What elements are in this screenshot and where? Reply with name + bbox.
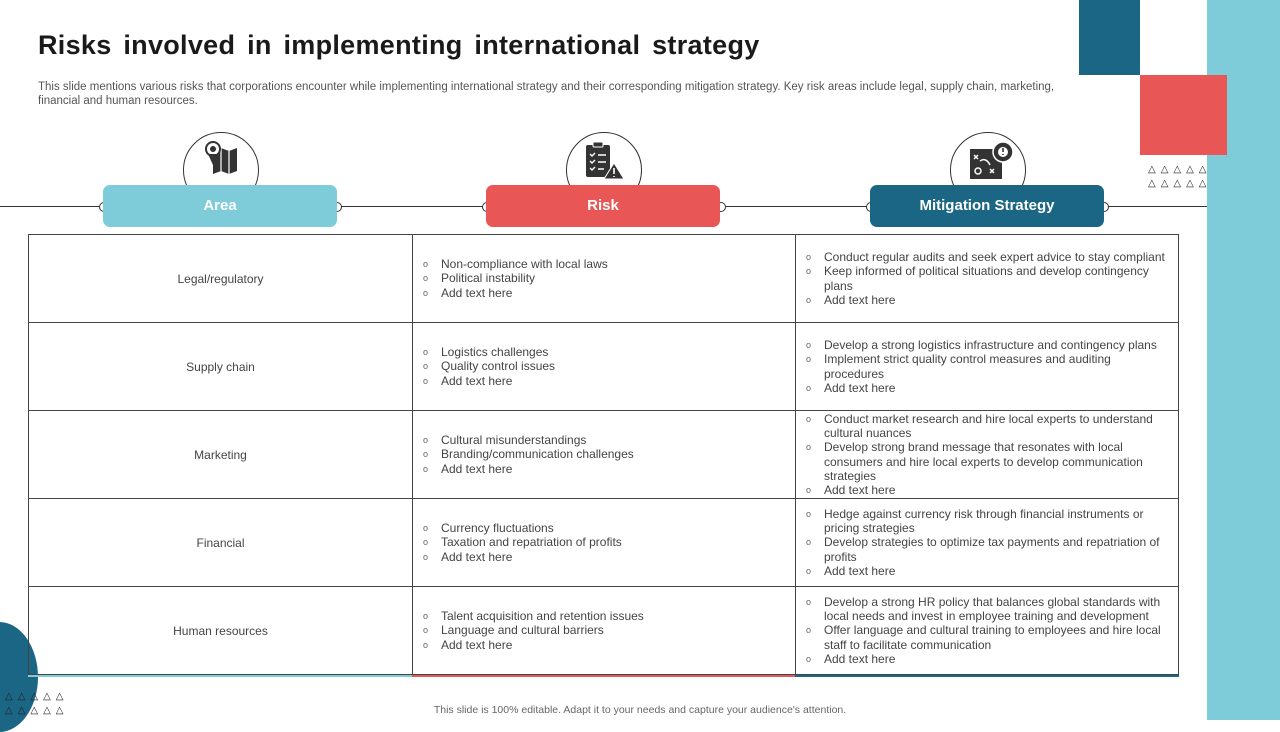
list-item: o Add text here bbox=[423, 374, 785, 388]
area-cell: Human resources bbox=[29, 587, 413, 675]
list-item: o Logistics challenges bbox=[423, 345, 785, 359]
list-item: o Hedge against currency risk through financial instruments or pricing strategies bbox=[806, 507, 1168, 535]
list-item: o Add text here bbox=[806, 483, 1168, 497]
mitigation-accent-line bbox=[795, 675, 1179, 677]
list-item: o Keep informed of political situations and develop contingency plans bbox=[806, 264, 1168, 292]
list-item: o Add text here bbox=[806, 381, 1168, 395]
footer-note: This slide is 100% editable. Adapt it to your needs and capture your audience's attention. bbox=[433, 704, 847, 716]
table-row bbox=[29, 499, 1179, 587]
risk-cell bbox=[413, 411, 796, 499]
area-cell: Supply chain bbox=[29, 323, 413, 411]
area-accent-line bbox=[28, 675, 412, 677]
list-item: o Add text here bbox=[806, 652, 1168, 666]
risk-cell bbox=[413, 235, 796, 323]
list-item: o Implement strict quality control measures and auditing procedures bbox=[806, 352, 1168, 380]
table-row bbox=[29, 323, 1179, 411]
page-title: Risks involved in implementing international strategy bbox=[38, 30, 760, 60]
mitigation-cell bbox=[796, 411, 1179, 499]
list-item: o Branding/communication challenges bbox=[423, 447, 785, 461]
list-item: o Offer language and cultural training to employees and hire local staff to facilitate communication bbox=[806, 623, 1168, 651]
triangle-pattern-icon: △△△△△ △△△△△ bbox=[1148, 164, 1212, 189]
risk-cell bbox=[413, 587, 796, 675]
red-accent-square bbox=[1140, 75, 1227, 155]
risk-cell bbox=[413, 499, 796, 587]
risk-header: Risk bbox=[486, 185, 720, 227]
list-item: o Taxation and repatriation of profits bbox=[423, 535, 785, 549]
list-item: o Add text here bbox=[423, 286, 785, 300]
list-item: o Conduct regular audits and seek expert advice to stay compliant bbox=[806, 250, 1168, 264]
table-row bbox=[29, 235, 1179, 323]
risk-accent-line bbox=[412, 675, 795, 677]
list-item: o Add text here bbox=[806, 293, 1168, 307]
triangle-pattern-icon: △△△△△ △△△△△ bbox=[5, 691, 69, 716]
mitigation-cell bbox=[796, 323, 1179, 411]
mitigation-cell bbox=[796, 235, 1179, 323]
mitigation-cell bbox=[796, 587, 1179, 675]
area-cell: Marketing bbox=[29, 411, 413, 499]
list-item: o Currency fluctuations bbox=[423, 521, 785, 535]
blue-accent-square bbox=[1079, 0, 1140, 75]
list-item: o Talent acquisition and retention issues bbox=[423, 609, 785, 623]
mitigation-cell bbox=[796, 499, 1179, 587]
list-item: o Develop a strong logistics infrastructure and contingency plans bbox=[806, 338, 1168, 352]
list-item: o Language and cultural barriers bbox=[423, 623, 785, 637]
list-item: o Add text here bbox=[423, 462, 785, 476]
list-item: o Develop strong brand message that resonates with local consumers and hire local experts to develop communication strategies bbox=[806, 440, 1168, 483]
list-item: o Add text here bbox=[423, 638, 785, 652]
list-item: o Develop strategies to optimize tax payments and repatriation of profits bbox=[806, 535, 1168, 563]
list-item: o Non-compliance with local laws bbox=[423, 257, 785, 271]
mitigation-header: Mitigation Strategy bbox=[870, 185, 1104, 227]
page-subtitle: This slide mentions various risks that corporations encounter while implementing international strategy and their corresponding mitigation strategy. Key risk areas include legal, supply chain, marketing, financial and human resources. bbox=[38, 81, 1055, 107]
table-row bbox=[29, 587, 1179, 675]
area-cell: Financial bbox=[29, 499, 413, 587]
area-header: Area bbox=[103, 185, 337, 227]
list-item: o Cultural misunderstandings bbox=[423, 433, 785, 447]
list-item: o Quality control issues bbox=[423, 359, 785, 373]
list-item: o Political instability bbox=[423, 271, 785, 285]
list-item: o Add text here bbox=[806, 564, 1168, 578]
area-cell: Legal/regulatory bbox=[29, 235, 413, 323]
table-row bbox=[29, 411, 1179, 499]
list-item: o Add text here bbox=[423, 550, 785, 564]
risk-cell bbox=[413, 323, 796, 411]
list-item: o Develop a strong HR policy that balances global standards with local needs and invest in employee training and development bbox=[806, 595, 1168, 623]
list-item: o Conduct market research and hire local experts to understand cultural nuances bbox=[806, 412, 1168, 440]
risk-table bbox=[28, 234, 1179, 675]
